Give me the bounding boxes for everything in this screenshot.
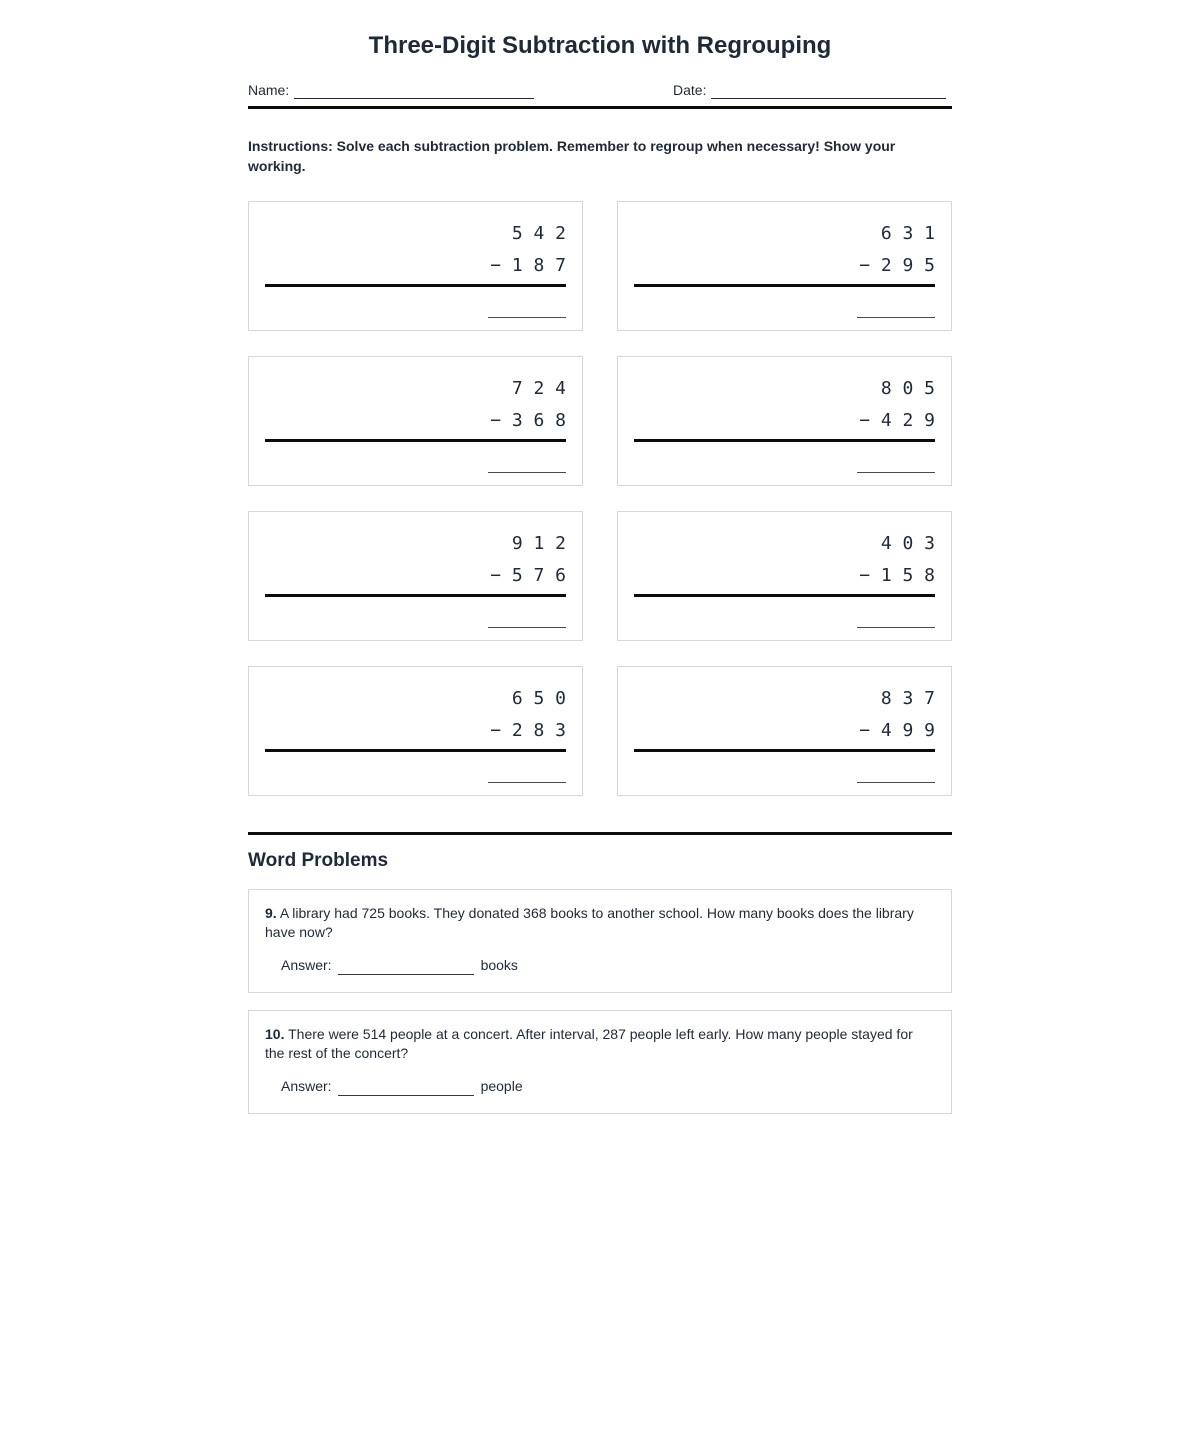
header-divider — [248, 106, 952, 109]
subtrahend-value: −295 — [859, 255, 946, 276]
subtraction-problem-card — [617, 666, 952, 796]
subtraction-rule — [265, 284, 566, 287]
word-problems-heading: Word Problems — [248, 850, 389, 871]
answer-blank[interactable] — [488, 627, 566, 628]
minuend-value: 631 — [880, 223, 946, 244]
subtraction-rule — [634, 284, 935, 287]
page-title: Three-Digit Subtraction with Regrouping — [368, 32, 832, 59]
name-field — [248, 82, 534, 99]
subtraction-rule — [634, 439, 935, 442]
subtrahend-value: −187 — [490, 255, 577, 276]
word-problem-number: 10. — [265, 1026, 285, 1042]
date-blank[interactable] — [711, 83, 946, 99]
name-label: Name: — [248, 82, 290, 98]
word-answer-row — [265, 956, 935, 975]
subtraction-problem-card — [248, 511, 583, 641]
answer-blank[interactable] — [488, 782, 566, 783]
minuend-value: 403 — [880, 533, 946, 554]
subtrahend-value: −576 — [490, 565, 577, 586]
answer-label: Answer: — [281, 957, 332, 973]
word-problem-text-line — [265, 1025, 935, 1063]
answer-blank[interactable] — [488, 472, 566, 473]
word-answer-row — [265, 1077, 935, 1096]
answer-blank[interactable] — [857, 317, 935, 318]
answer-blank[interactable] — [857, 472, 935, 473]
word-problem-text: There were 514 people at a concert. After interval, 287 people left early. How many people stayed for the rest of the concert? — [265, 1026, 913, 1061]
subtraction-rule — [265, 749, 566, 752]
subtrahend-value: −499 — [859, 720, 946, 741]
minuend-value: 837 — [880, 688, 946, 709]
subtraction-rule — [265, 439, 566, 442]
problems-grid — [248, 201, 952, 796]
answer-blank[interactable] — [857, 782, 935, 783]
answer-unit: people — [480, 1078, 523, 1094]
subtraction-problem-card — [248, 666, 583, 796]
subtrahend-value: −368 — [490, 410, 577, 431]
subtraction-problem-card — [617, 356, 952, 486]
answer-label: Answer: — [281, 1078, 332, 1094]
date-label: Date: — [673, 82, 707, 98]
subtraction-problem-card — [617, 511, 952, 641]
date-field — [673, 82, 952, 99]
word-problem-card — [248, 1010, 952, 1114]
word-problem-text-line — [265, 904, 935, 942]
name-date-row — [248, 82, 952, 99]
subtraction-rule — [265, 594, 566, 597]
answer-unit: books — [480, 957, 518, 973]
subtraction-problem-card — [617, 201, 952, 331]
subtraction-problem-card — [248, 356, 583, 486]
answer-blank[interactable] — [857, 627, 935, 628]
answer-line[interactable] — [338, 1081, 474, 1096]
subtraction-rule — [634, 749, 935, 752]
name-blank[interactable] — [294, 83, 534, 99]
minuend-value: 724 — [511, 378, 577, 399]
answer-blank[interactable] — [488, 317, 566, 318]
word-problems-list — [248, 889, 952, 1114]
subtrahend-value: −158 — [859, 565, 946, 586]
section-divider — [248, 832, 952, 835]
worksheet-page — [248, 32, 952, 1114]
minuend-value: 542 — [511, 223, 577, 244]
minuend-value: 912 — [511, 533, 577, 554]
answer-line[interactable] — [338, 960, 474, 975]
word-problem-text: A library had 725 books. They donated 368 books to another school. How many books does the library have now? — [265, 905, 914, 940]
word-problem-card — [248, 889, 952, 993]
minuend-value: 650 — [511, 688, 577, 709]
subtrahend-value: −283 — [490, 720, 577, 741]
subtrahend-value: −429 — [859, 410, 946, 431]
word-problem-number: 9. — [265, 905, 277, 921]
minuend-value: 805 — [880, 378, 946, 399]
subtraction-rule — [634, 594, 935, 597]
instructions-text: Instructions: Solve each subtraction problem. Remember to regroup when necessary! Show your working. — [248, 138, 896, 174]
subtraction-problem-card — [248, 201, 583, 331]
